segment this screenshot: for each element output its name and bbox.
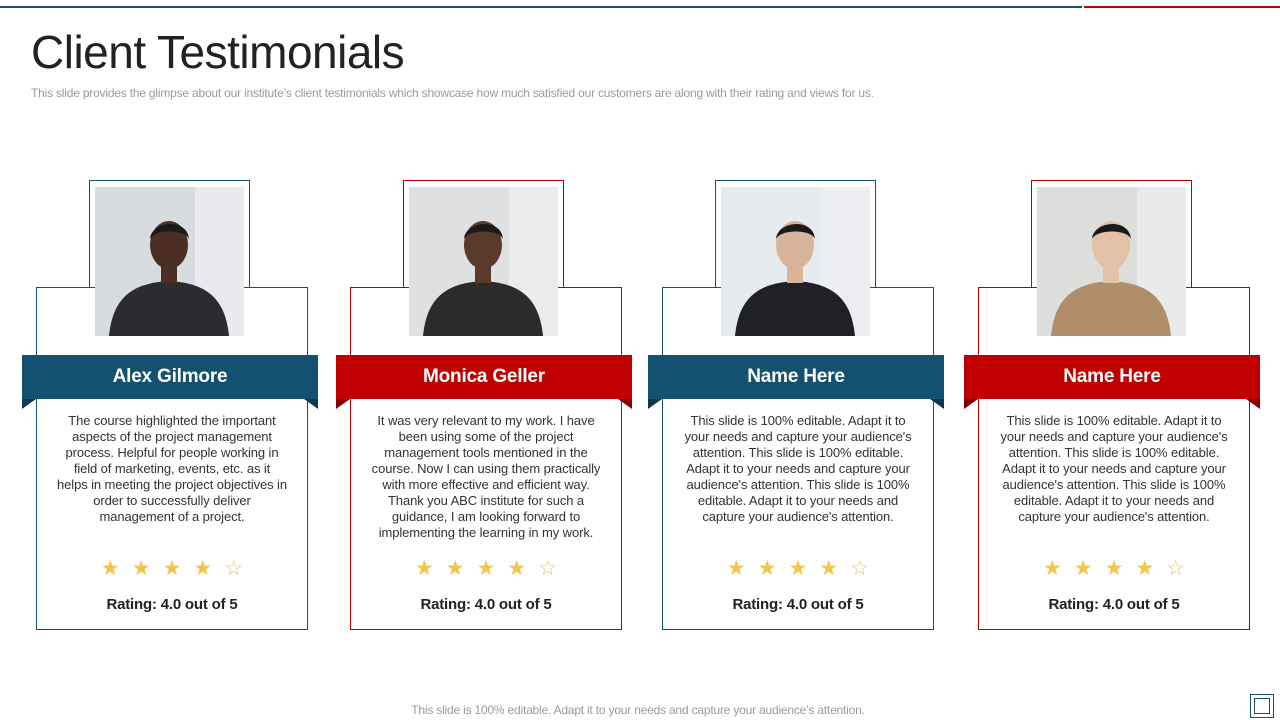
star-rating [350, 557, 622, 581]
client-name-banner [648, 355, 944, 399]
client-name: Alex Gilmore [112, 366, 228, 387]
star-rating [662, 557, 934, 581]
star-filled-icon: ★ [1104, 557, 1124, 580]
star-filled-icon: ★ [445, 557, 465, 580]
slide-title: Client Testimonials [31, 26, 405, 78]
star-filled-icon: ★ [788, 557, 808, 580]
star-filled-icon: ★ [162, 557, 182, 580]
rating-label: Rating: 4.0 out of 5 [106, 596, 238, 613]
client-name-banner [964, 355, 1260, 399]
star-filled-icon: ★ [476, 557, 496, 580]
star-filled-icon: ★ [507, 557, 527, 580]
client-name-banner [336, 355, 632, 399]
rating-label: Rating: 4.0 out of 5 [732, 596, 864, 613]
banner-fold-left [336, 399, 350, 409]
star-rating [36, 557, 308, 581]
star-filled-icon: ★ [726, 557, 746, 580]
testimonial-text: It was very relevant to my work. I have been using some of the project management tools mentioned in the course. Now I can using them practically with more effective and efficient way. Thank you ABC institute for such a guidance, I am looking forward to implementing the learning in my work. [371, 413, 601, 540]
star-filled-icon: ★ [757, 557, 777, 580]
client-name: Name Here [747, 366, 845, 387]
slide-footer: This slide is 100% editable. Adapt it to your needs and capture your audience’s attention. [411, 703, 865, 717]
star-filled-icon: ★ [131, 557, 151, 580]
person-photo [721, 187, 870, 336]
rating-label: Rating: 4.0 out of 5 [420, 596, 552, 613]
slide-corner-icon [1250, 694, 1274, 718]
banner-fold-right [618, 399, 632, 409]
top-accent-line-blue [0, 6, 1082, 8]
rating-label: Rating: 4.0 out of 5 [1048, 596, 1180, 613]
star-empty-icon: ☆ [1166, 557, 1186, 580]
testimonial-text: The course highlighted the important aspects of the project management process. Helpful for people working in field of marketing, events, etc. as it helps in meeting the project objectives in order to successfully deliver management of a project. [57, 413, 287, 524]
star-filled-icon: ★ [193, 557, 213, 580]
client-name: Name Here [1063, 366, 1161, 387]
star-filled-icon: ★ [1135, 557, 1155, 580]
client-name: Monica Geller [423, 366, 545, 387]
testimonial-text: This slide is 100% editable. Adapt it to your needs and capture your audience's attention. This slide is 100% editable. Adapt it to your needs and capture your audience's attention. This slide is 100% editable. Adapt it to your needs and capture your audience's attention. [684, 413, 912, 524]
banner-fold-left [964, 399, 978, 409]
banner-fold-right [1246, 399, 1260, 409]
star-rating [978, 557, 1250, 581]
star-filled-icon: ★ [1042, 557, 1062, 580]
star-filled-icon: ★ [1073, 557, 1093, 580]
banner-fold-left [648, 399, 662, 409]
banner-fold-right [930, 399, 944, 409]
star-empty-icon: ☆ [224, 557, 244, 580]
top-accent-line-red [1084, 6, 1280, 8]
star-empty-icon: ☆ [850, 557, 870, 580]
person-photo [409, 187, 558, 336]
testimonial-text: This slide is 100% editable. Adapt it to your needs and capture your audience's attention. This slide is 100% editable. Adapt it to your needs and capture your audience's attention. This slide is 100% editable. Adapt it to your needs and capture your audience's attention. [1000, 413, 1228, 524]
banner-fold-left [22, 399, 36, 409]
star-filled-icon: ★ [819, 557, 839, 580]
person-photo [1037, 187, 1186, 336]
slide-subtitle: This slide provides the glimpse about our institute’s client testimonials which showcase how much satisfied our customers are along with their rating and views for us. [31, 86, 874, 100]
banner-fold-right [304, 399, 318, 409]
star-filled-icon: ★ [100, 557, 120, 580]
star-empty-icon: ☆ [538, 557, 558, 580]
star-filled-icon: ★ [414, 557, 434, 580]
client-name-banner [22, 355, 318, 399]
person-photo [95, 187, 244, 336]
